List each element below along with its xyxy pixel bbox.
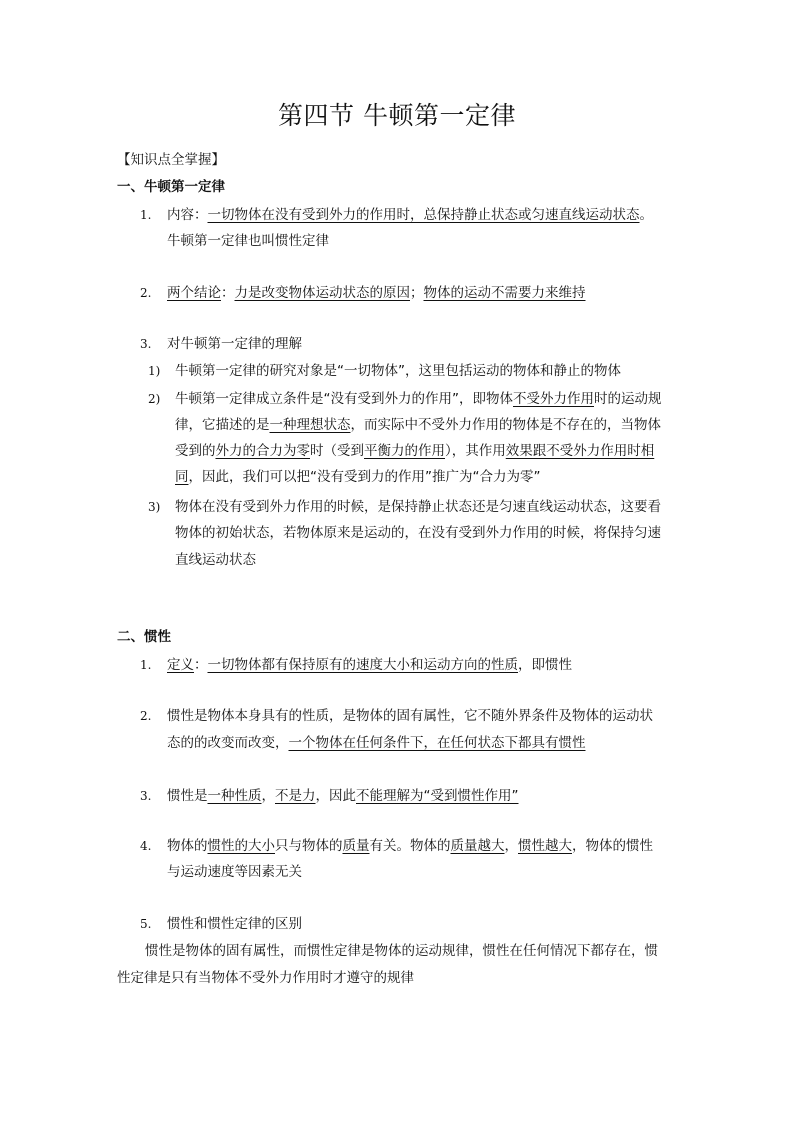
s1-item1-number: 1. [140, 208, 152, 222]
s1-sub2-l4a: 同 [175, 469, 189, 485]
s1-sub2-line3 [175, 441, 654, 461]
s1-sub1-text: 牛顿第一定律的研究对象是“一切物体”，这里包括运动的物体和静止的物体 [175, 363, 621, 379]
s1-item1-end: 。 [639, 207, 653, 223]
s1-item3-heading: 对牛顿第一定律的理解 [167, 336, 302, 352]
s1-sub2-line4 [175, 467, 540, 487]
s1-item2-sep: ； [410, 285, 424, 301]
s1-sub3-line2: 物体的初始状态，若物体原来是运动的，在没有受到外力作用的时候，将保持匀速 [175, 525, 661, 541]
s2-item4-b: 惯性的大小 [207, 838, 275, 854]
s2-item4-e: 有关。物体的 [369, 838, 451, 854]
s2-item4-line2: 与运动速度等因素无关 [167, 864, 302, 880]
section2-heading: 二、惯性 [117, 629, 171, 645]
s1-sub2-l3f: 效果跟不受外力作用时相 [505, 443, 655, 459]
s2-item1-colon: ： [194, 657, 208, 673]
s2-item4-f: 质量越大 [450, 838, 505, 854]
s1-item1-text [167, 205, 653, 225]
s1-sub2-l2c: ，而实际中不受外力作用的物体是不存在的，当物体 [350, 417, 661, 433]
s1-item2-number: 2. [140, 286, 152, 300]
s2-item2-l2a: 态的的改变而改变， [167, 735, 289, 751]
s2-item4-number: 4. [140, 839, 152, 853]
s1-item1-content: 一切物体在没有受到外力的作用时，总保持静止状态或匀速直线运动状态 [207, 207, 640, 223]
s2-item2-number: 2. [140, 709, 152, 723]
s2-item5-number: 5. [140, 917, 152, 931]
s2-item5-line1: 惯性是物体的固有属性，而惯性定律是物体的运动规律，惯性在任何情况下都存在，惯 [145, 943, 658, 959]
s2-item2-l2b: 一个物体在任何条件下，在任何状态下都具有惯性 [288, 735, 586, 751]
s2-item2-line2 [167, 733, 586, 753]
s1-sub1-number: 1) [148, 364, 161, 378]
s1-item2-conclusion2: 物体的运动不需要力来维持 [423, 285, 586, 301]
s2-item3-c: ， [261, 788, 275, 804]
s2-item1-label: 定义 [167, 657, 194, 673]
s1-sub2-l3e: ），其作用 [445, 443, 506, 459]
s1-item1-prefix: 内容： [167, 207, 208, 223]
s1-sub2-l4b: ，因此，我们可以把“没有受到力的作用”推广为“合力为零” [188, 469, 541, 485]
s1-sub2-l1b: 不受外力作用 [513, 391, 594, 407]
s1-sub2-line2 [175, 415, 661, 435]
s2-item5-line2: 性定律是只有当物体不受外力作用时才遵守的规律 [117, 970, 414, 986]
s2-item1-end: ，即惯性 [518, 657, 572, 673]
s2-item4-a: 物体的 [167, 838, 208, 854]
s1-sub3-line1: 物体在没有受到外力作用的时候，是保持静止状态还是匀速直线运动状态，这要看 [175, 499, 661, 515]
s2-item3-e: ，因此 [315, 788, 356, 804]
s2-item1-number: 1. [140, 658, 152, 672]
s1-sub3-number: 3) [148, 500, 161, 514]
s1-sub2-l2b: 一种理想状态 [269, 417, 351, 433]
s1-item1-line2: 牛顿第一定律也叫惯性定律 [167, 233, 329, 249]
s2-item4-line1 [167, 836, 653, 856]
s2-item3-d: 不是力 [275, 788, 316, 804]
s1-sub2-l1a: 牛顿第一定律成立条件是“没有受到外力的作用”，即物体 [175, 391, 513, 407]
s1-sub2-l2a: 律，它描述的是 [175, 417, 270, 433]
s2-item3-a: 惯性是 [167, 788, 208, 804]
s1-sub2-l1c: 时的运动规 [594, 391, 662, 407]
s2-item3-number: 3. [140, 789, 152, 803]
s1-sub2-number: 2) [148, 392, 161, 406]
page-title: 第四节 牛顿第一定律 [278, 101, 516, 130]
s1-item2-conclusion1: 力是改变物体运动状态的原因 [234, 285, 410, 301]
s1-sub3-line3: 直线运动状态 [175, 552, 256, 568]
s1-item2-label: 两个结论 [167, 285, 221, 301]
s1-item2-colon: ： [221, 285, 235, 301]
s2-item3-b: 一种性质 [207, 788, 262, 804]
s1-sub2-l3b: 外力的合力为零 [215, 443, 310, 459]
s2-item1-text [167, 655, 572, 675]
knowledge-header: 【知识点全掌握】 [117, 152, 225, 168]
s1-sub2-l3d: 平衡力的作用 [364, 443, 445, 459]
s1-sub2-l3a: 受到的 [175, 443, 216, 459]
s1-sub2-line1 [175, 389, 662, 409]
s2-item3-f: 不能理解为“受到惯性作用” [356, 788, 519, 804]
s2-item4-h: 惯性越大 [518, 838, 572, 854]
s1-sub2-l3c: 时（受到 [310, 443, 364, 459]
s2-item2-line1: 惯性是物体本身具有的性质，是物体的固有属性，它不随外界条件及物体的运动状 [167, 708, 653, 724]
section1-heading: 一、牛顿第一定律 [117, 179, 225, 195]
s1-item3-number: 3. [140, 337, 152, 351]
s2-item5-heading: 惯性和惯性定律的区别 [167, 916, 302, 932]
s1-item2-text [167, 283, 586, 303]
s2-item4-d: 质量 [342, 838, 370, 854]
s2-item3-text [167, 786, 519, 806]
s2-item4-g: ， [504, 838, 518, 854]
s2-item1-content: 一切物体都有保持原有的速度大小和运动方向的性质 [207, 657, 518, 673]
s2-item4-c: 只与物体的 [275, 838, 343, 854]
s2-item4-i: ，物体的惯性 [572, 838, 653, 854]
